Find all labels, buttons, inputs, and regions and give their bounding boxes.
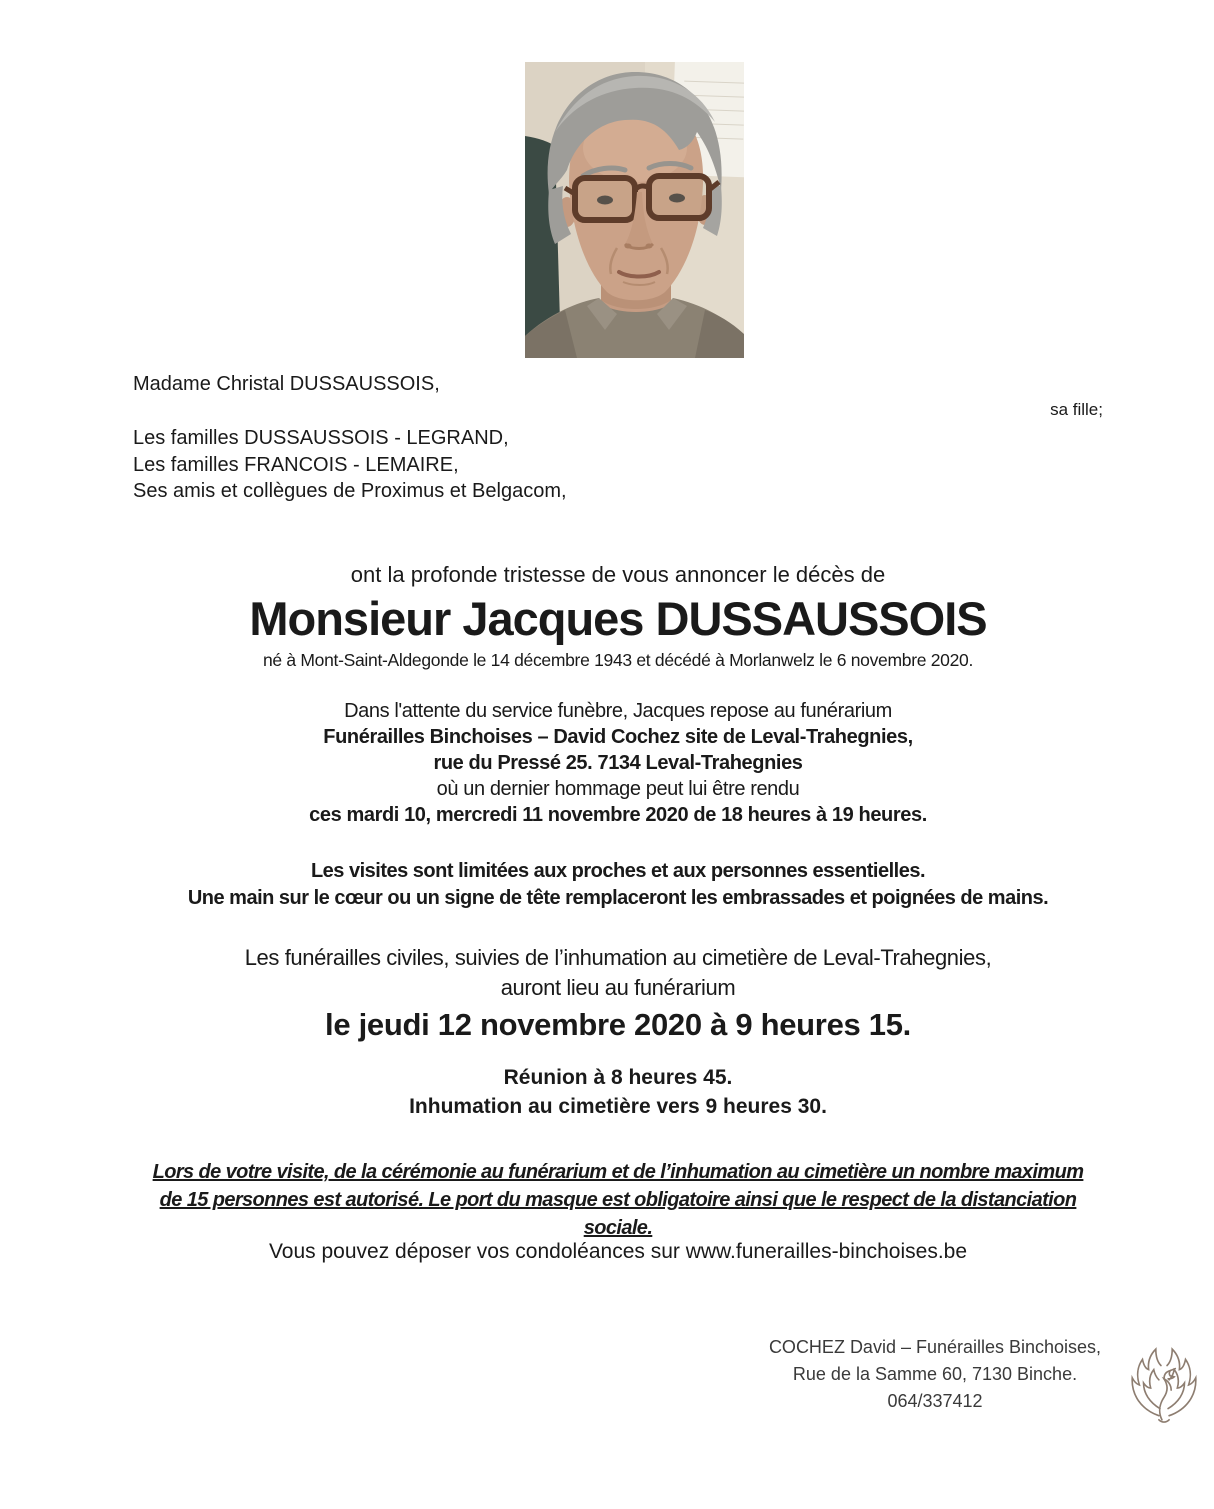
repose-homage: où un dernier hommage peut lui être rendu xyxy=(436,778,800,800)
condolences-line: Vous pouvez déposer vos condoléances sur www.funerailles-binchoises.be xyxy=(268,1240,968,1263)
deceased-name: Monsieur Jacques DUSSAUSSOIS xyxy=(249,592,987,645)
funeral-date: le jeudi 12 novembre 2020 à 9 heures 15. xyxy=(325,1007,911,1042)
deceased-portrait-photo xyxy=(525,62,744,358)
footer-block xyxy=(735,1334,1135,1415)
footer-address: Rue de la Samme 60, 7130 Binche. xyxy=(792,1364,1078,1384)
phoenix-dove-logo-icon xyxy=(1124,1344,1204,1428)
announcement-intro: ont la profonde tristesse de vous annoncer le décès de xyxy=(350,562,886,587)
funeral-line-1: Les funérailles civiles, suivies de l’inhumation au cimetière de Leval-Trahegnies, xyxy=(244,945,992,970)
schedule-block xyxy=(133,1063,1103,1121)
footer-agency: COCHEZ David – Funérailles Binchoises, xyxy=(768,1337,1102,1357)
life-dates: né à Mont-Saint-Aldegonde le 14 décembre 1943 et décédé à Morlanwelz le 6 novembre 2020. xyxy=(262,650,974,670)
repose-intro: Dans l'attente du service funèbre, Jacques repose au funérarium xyxy=(344,700,892,722)
repose-block xyxy=(133,698,1103,828)
funerarium-name: Funérailles Binchoises – David Cochez site de Leval-Trahegnies, xyxy=(323,726,913,748)
relatives-block xyxy=(133,425,567,505)
covid-notice: Lors de votre visite, de la cérémonie au funérarium et de l’inhumation au cimetière un nombre maximum de 15 personnes est autorisé. Le port du masque est obligatoire ainsi que le respect de la distanciation sociale. xyxy=(152,1161,1084,1239)
footer-phone: 064/337412 xyxy=(887,1391,983,1411)
schedule-burial: Inhumation au cimetière vers 9 heures 30. xyxy=(409,1095,827,1118)
relative-line-widow: Madame Christal DUSSAUSSOIS, xyxy=(133,373,440,395)
funeral-line-2: auront lieu au funérarium xyxy=(500,975,736,1000)
visit-rule-1: Les visites sont limitées aux proches et aux personnes essentielles. xyxy=(310,860,926,882)
portrait-illustration xyxy=(525,62,744,358)
schedule-meeting: Réunion à 8 heures 45. xyxy=(503,1066,733,1089)
funeral-block xyxy=(133,943,1103,1003)
repose-visiting-hours: ces mardi 10, mercredi 11 novembre 2020 de 18 heures à 19 heures. xyxy=(309,804,927,826)
relation-note: sa fille; xyxy=(1050,400,1103,419)
funerarium-address: rue du Pressé 25. 7134 Leval-Trahegnies xyxy=(433,752,803,774)
relative-line-families-2: Les familles FRANCOIS - LEMAIRE, xyxy=(133,453,459,476)
relative-line-families-1: Les familles DUSSAUSSOIS - LEGRAND, xyxy=(133,427,509,449)
visit-rules-block xyxy=(133,858,1103,912)
relative-line-friends: Ses amis et collègues de Proximus et Belgacom, xyxy=(133,480,567,502)
visit-rule-2: Une main sur le cœur ou un signe de tête remplaceront les embrassades et poignées de mains. xyxy=(187,887,1049,909)
